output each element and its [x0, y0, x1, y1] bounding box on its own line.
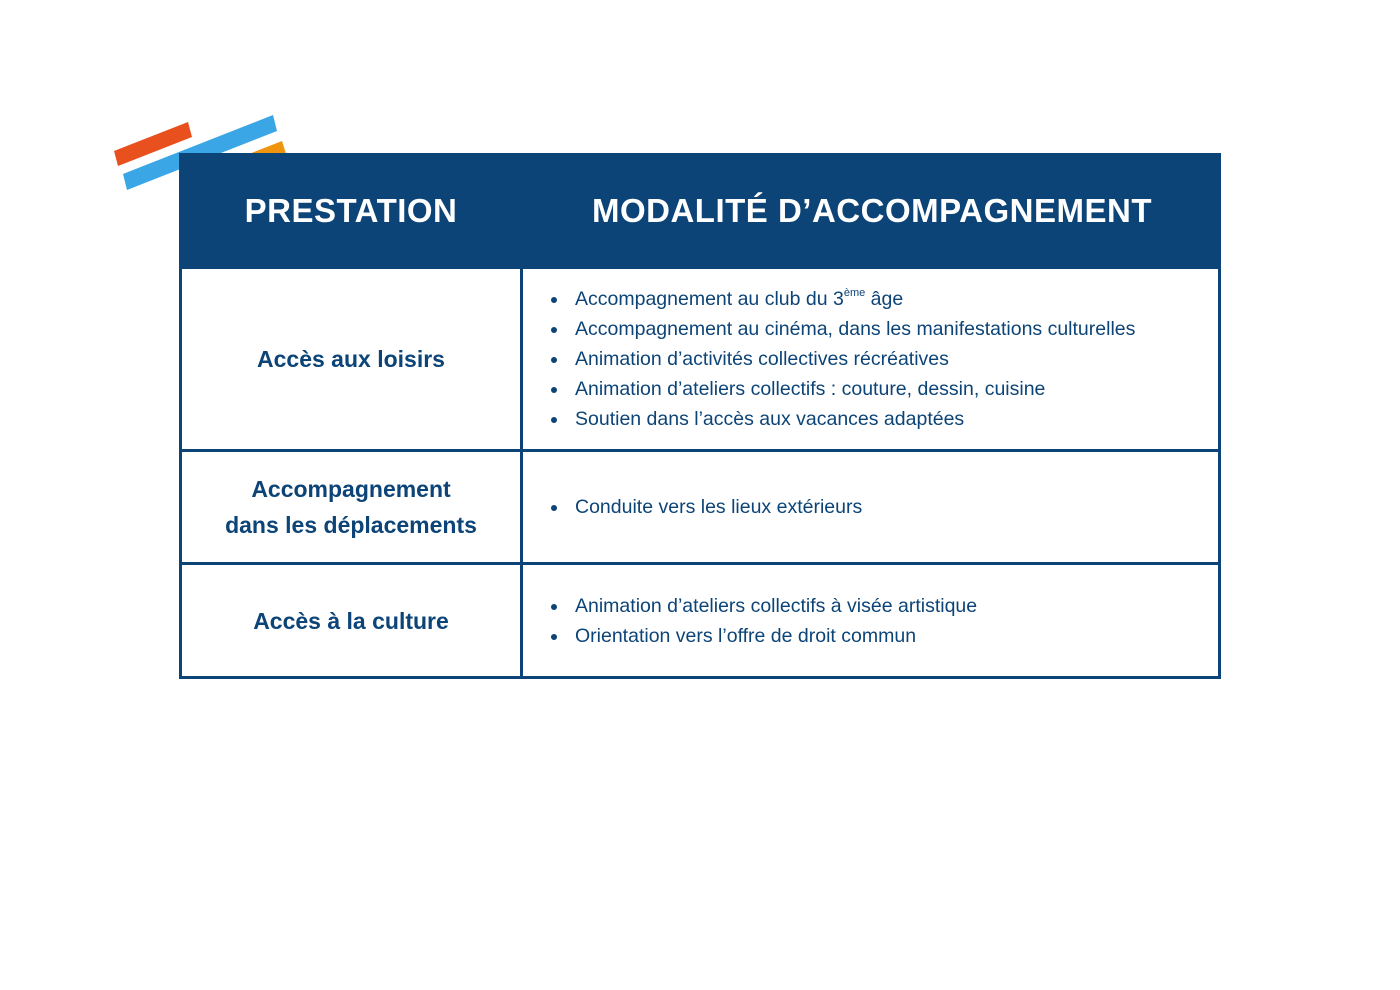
prestation-label: Accès à la culture	[253, 607, 449, 634]
prestation-label-line: dans les déplacements	[225, 512, 477, 538]
modalite-list	[551, 492, 862, 522]
modalite-cell	[523, 565, 1218, 676]
header-modalite: MODALITÉ D’ACCOMPAGNEMENT	[591, 192, 1153, 229]
list-item: Animation d’ateliers collectifs : couture, dessin, cuisine	[551, 374, 1135, 404]
table-header	[179, 153, 1221, 269]
table-row	[182, 269, 1218, 449]
list-item: Accompagnement au club du 3ème âge	[551, 284, 1135, 314]
list-item: Accompagnement au cinéma, dans les manifestations culturelles	[551, 314, 1135, 344]
table-row	[182, 562, 1218, 676]
list-item: Orientation vers l’offre de droit commun	[551, 621, 977, 651]
prestation-cell	[182, 565, 523, 676]
modalite-list	[551, 284, 1135, 434]
list-item: Animation d’activités collectives récréatives	[551, 344, 1135, 374]
modalite-list	[551, 591, 977, 651]
superscript: ème	[843, 287, 866, 299]
services-table	[179, 153, 1221, 679]
prestation-label: Accès aux loisirs	[257, 346, 445, 372]
list-item: Soutien dans l’accès aux vacances adaptées	[551, 404, 1135, 434]
prestation-cell	[182, 269, 523, 449]
table-row	[182, 449, 1218, 562]
list-item: Animation d’ateliers collectifs à visée artistique	[551, 591, 977, 621]
list-item: Conduite vers les lieux extérieurs	[551, 492, 862, 522]
prestation-label-line: Accompagnement	[251, 476, 451, 502]
modalite-cell	[523, 269, 1218, 449]
header-prestation: PRESTATION	[244, 192, 458, 229]
prestation-cell	[182, 452, 523, 562]
modalite-cell	[523, 452, 1218, 562]
